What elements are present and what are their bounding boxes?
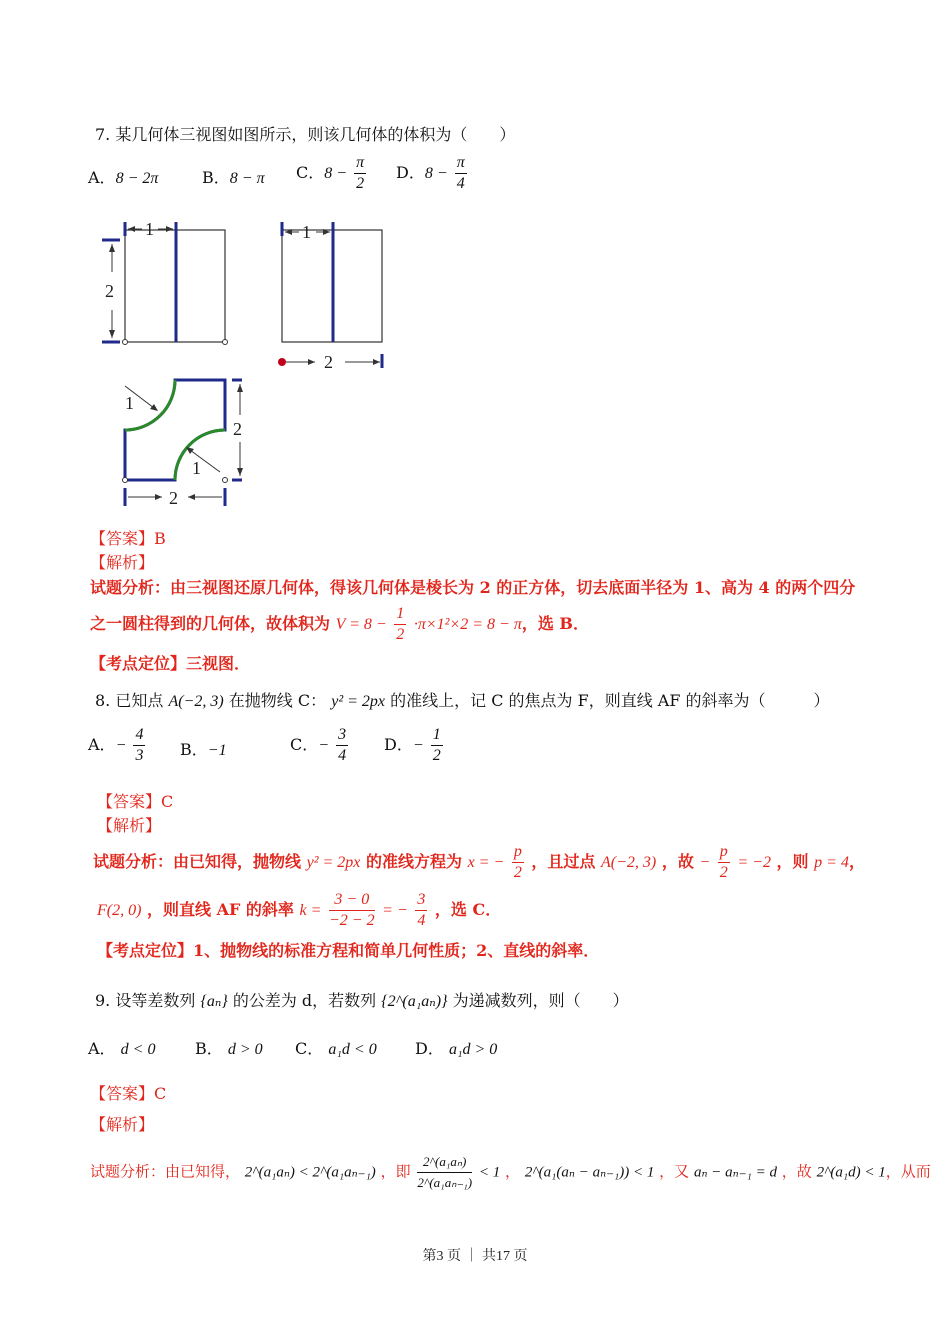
q9-stem: 9. 设等差数列 {aₙ} 的公差为 d，若数列 {2^(a₁aₙ)} 为递减数列，则（ ） [95,991,629,1010]
option-label: D． [396,163,425,182]
option-value: 8 − [324,165,348,182]
q9-option-c: C． a₁d < 0 [295,1039,377,1058]
q8-option-c: C．− $\frac{3}{4}$ [290,726,347,764]
q8-analysis-line2: F(2, 0) ，则直线 AF 的斜率 k = $\frac{3 - 0}{-2 - 2}$ = − $\frac{3}{4}$ ，选 C． [97,891,502,929]
option-label: A． [88,168,116,187]
side-width-label: 1 [302,222,311,242]
option-value: 8 − [424,165,448,182]
front-view [102,219,228,345]
q7-option-a [88,165,158,188]
option-label: B． [202,168,230,187]
front-width-label: 1 [145,219,154,239]
q7-answer: 【答案】B [90,529,166,548]
q8-analysis-label: 【解析】 [97,816,162,835]
q8-option-d: D．− $\frac{1}{2}$ [384,726,441,764]
q9-analysis-label: 【解析】 [90,1115,155,1134]
q9-option-d: D． a₁d > 0 [415,1039,498,1058]
side-view [278,222,382,372]
q7-kaodian: 【考点定位】三视图． [90,654,251,673]
q7-analysis-label: 【解析】 [90,553,155,572]
q8-option-a: A．− $\frac{4}{3}$ [88,726,144,764]
q9-analysis-line1: 试题分析：由已知得， 2^(a₁aₙ) < 2^(a₁aₙ₋₁) ，即 $\frac{\text{2\textasciicircum{}(a₁aₙ)}}{\text{2\textasciicircum{}(a₁aₙ₋₁)}}$ < 1 ， 2^(a₁(aₙ − aₙ₋₁)) < 1 ，又 aₙ − aₙ₋₁ = d ，故 2^(a₁d) < 1，从而 [90,1154,931,1190]
q7-analysis-line1: 试题分析：由三视图还原几何体，得该几何体是棱长为 2 的正方体，切去底面半径为 1、高为 4 的两个四分 [90,578,856,597]
top-height-label: 2 [233,419,242,439]
q9-answer: 【答案】C [90,1084,167,1103]
option-value: 8 − π [229,170,265,187]
q7-option-c: C．8 − $\frac{\pi}{2}$ [296,154,365,192]
front-height-label: 2 [105,281,114,301]
top-arc1-label: 1 [125,393,134,413]
q8-option-b: B．−1 [180,740,227,759]
top-view [123,380,244,508]
option-value: 8 − 2π [115,170,159,187]
q8-answer: 【答案】C [97,792,174,811]
q7-analysis-line2: 之一圆柱得到的几何体，故体积为 V = 8 − $\frac{1}{2}$ ·π×1²×2 = 8 − π，选 B． [90,605,589,643]
q8-stem: 8. 已知点 A(−2, 3) 在抛物线 C： y² = 2px 的准线上，记 C 的焦点为 F，则直线 AF 的斜率为（ ） [95,691,830,710]
page-footer: 第3 页 ｜ 共17 页 [422,1249,528,1264]
q9-option-a: A． d < 0 [88,1039,156,1058]
side-base-label: 2 [324,352,333,372]
q8-kaodian: 【考点定位】1、抛物线的标准方程和简单几何性质；2、直线的斜率． [97,941,600,960]
q7-stem: 7. 某几何体三视图如图所示，则该几何体的体积为（ ） [95,125,516,144]
top-base-label: 2 [169,488,178,508]
three-view-figure [80,210,400,510]
q9-option-b: B． d > 0 [195,1039,263,1058]
option-label: C． [296,163,325,182]
top-arc2-label: 1 [192,458,201,478]
q8-analysis-line1: 试题分析：由已知得，抛物线 y² = 2px 的准线方程为 x = − $\frac{p}{2}$ ，且过点 A(−2, 3) ，故 − $\frac{p}{2}$ = −2 ，则 p = 4， [93,843,865,881]
q7-option-d: D．8 − $\frac{\pi}{4}$ [396,154,465,192]
q7-option-b [202,165,265,188]
